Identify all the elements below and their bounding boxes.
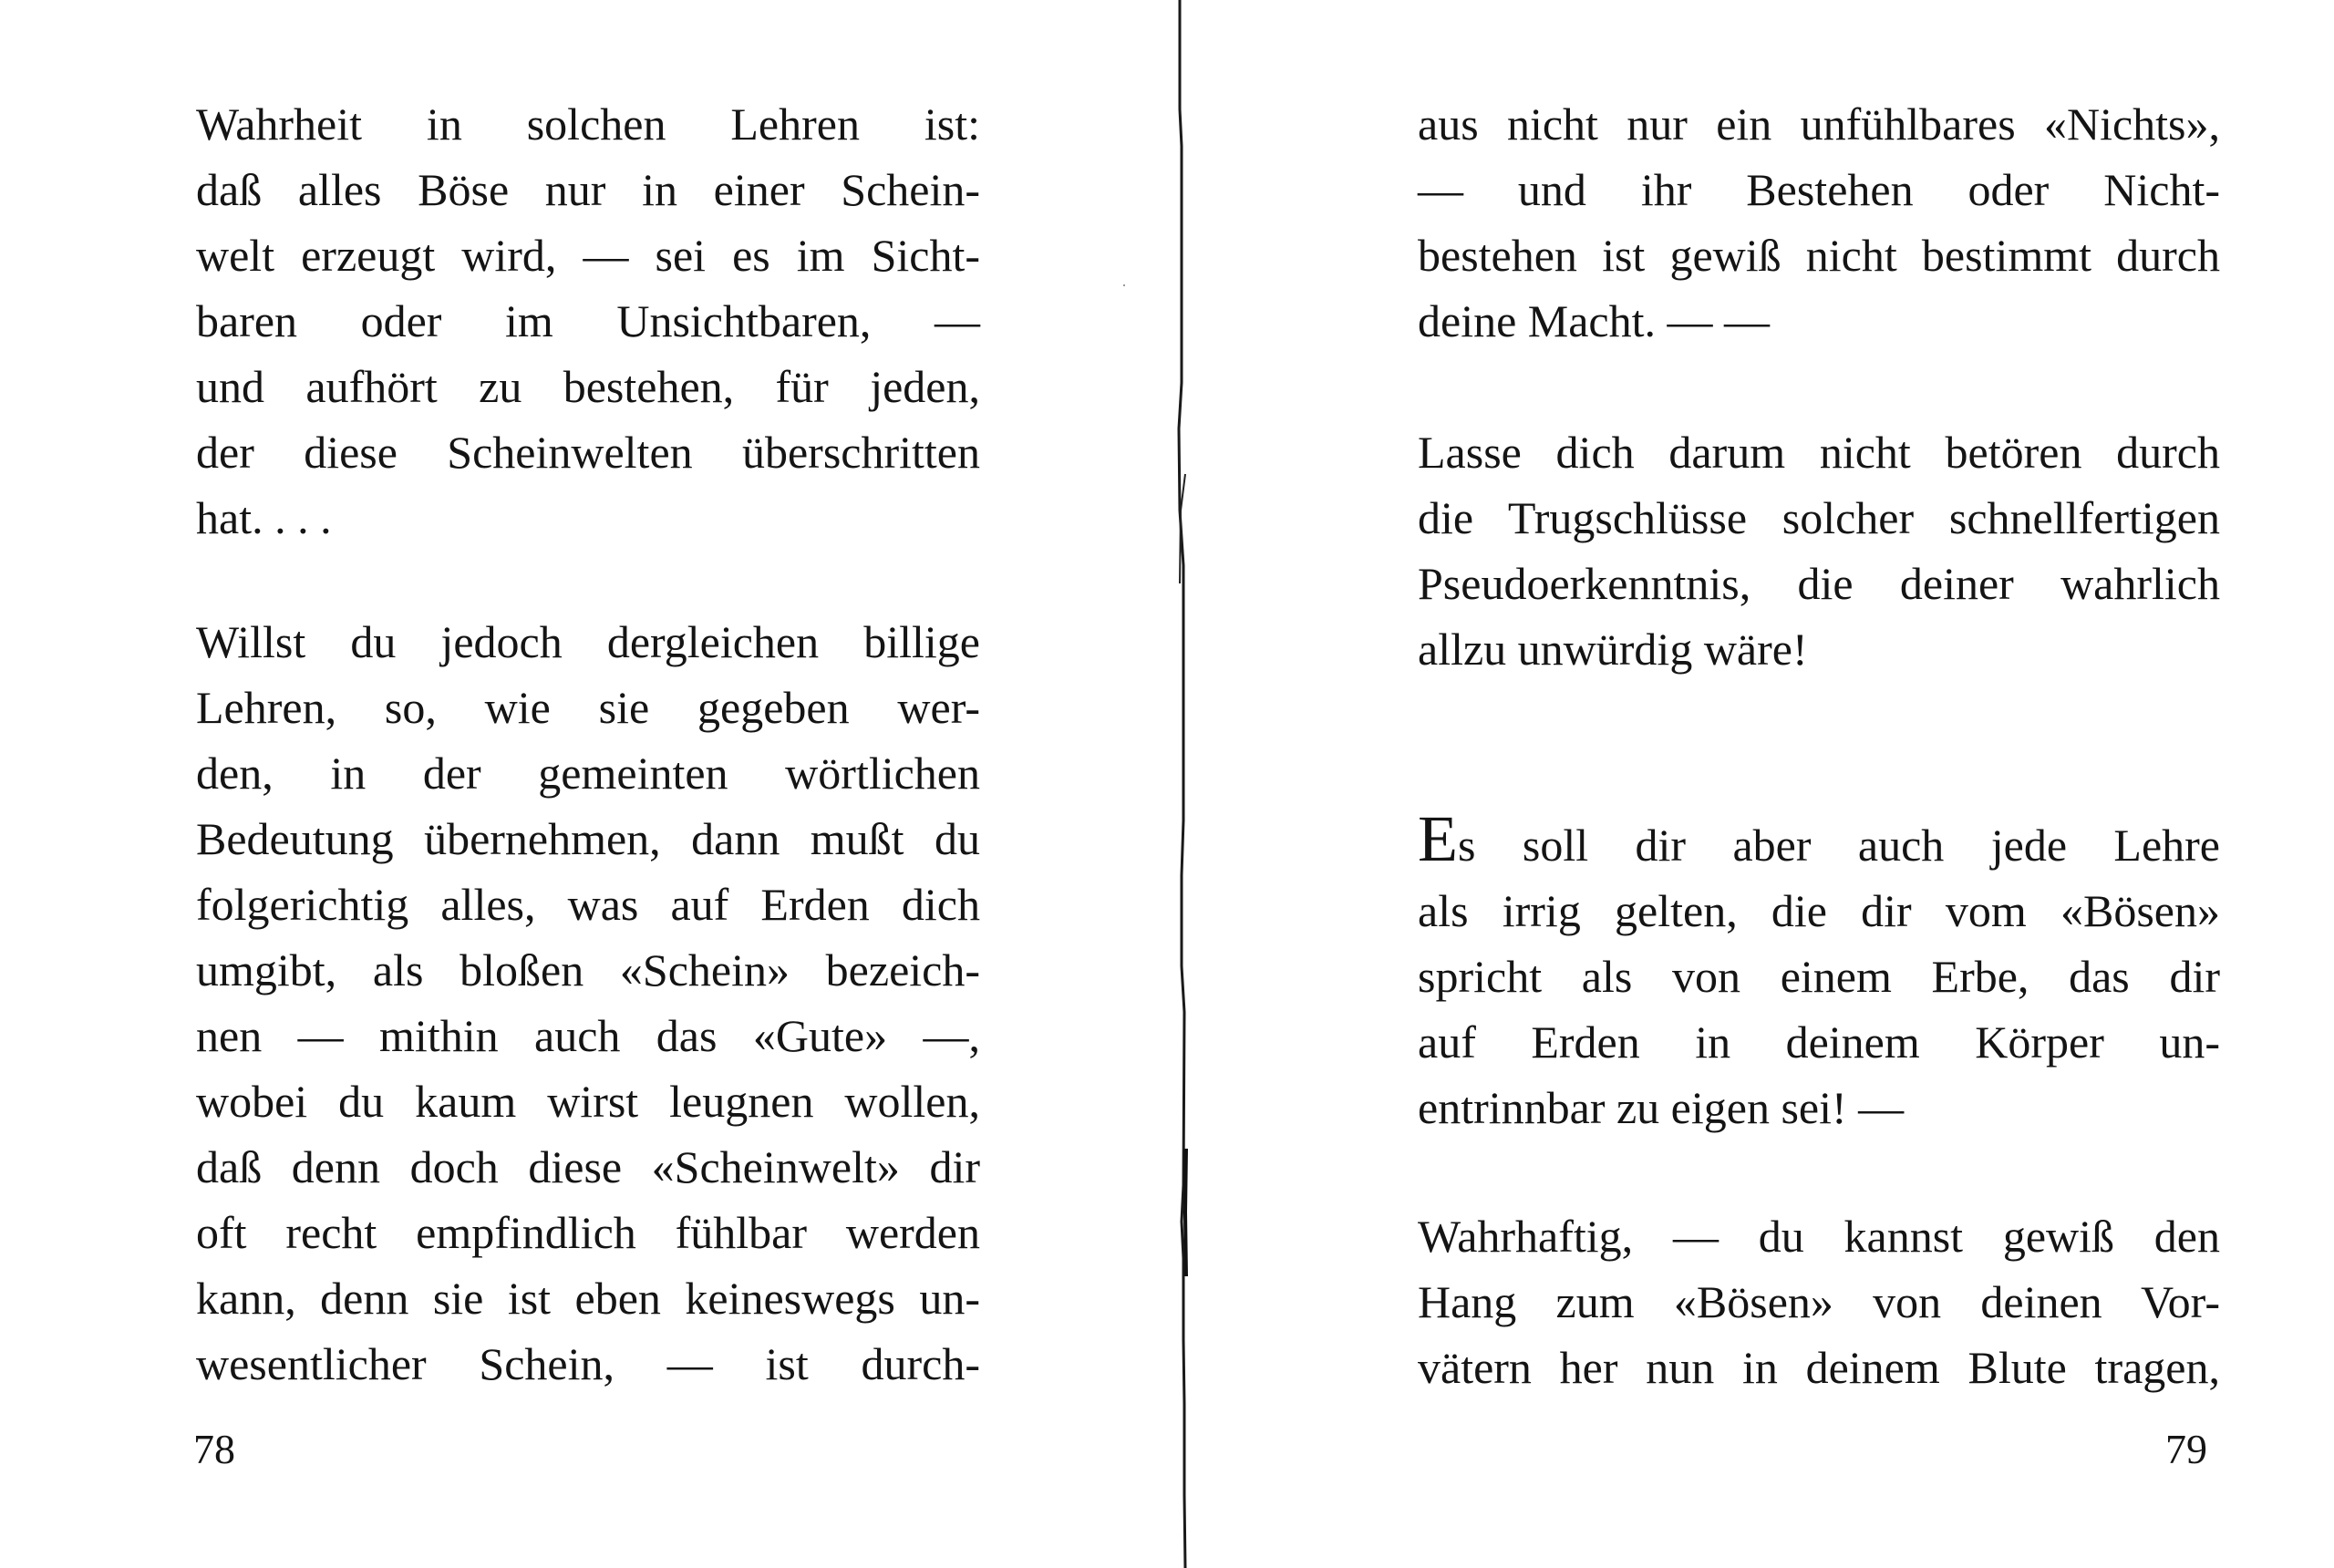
text-line: folgerichtig alles, was auf Erden dich bbox=[196, 879, 980, 930]
text-line: aus nicht nur ein unfühlbares «Nichts», bbox=[1418, 98, 2220, 150]
text-line: Bedeutung übernehmen, dann mußt du bbox=[196, 813, 980, 864]
text-line: Willst du jedoch dergleichen billige bbox=[196, 616, 980, 667]
left-paragraph-1 bbox=[196, 91, 980, 551]
text-line: Hang zum «Bösen» von deinen Vor- bbox=[1418, 1276, 2220, 1327]
text-line-rest: s soll dir aber auch jede Lehre bbox=[1457, 820, 2220, 871]
text-line: Lasse dich darum nicht betören durch bbox=[1418, 427, 2220, 478]
text-line: entrinnbar zu eigen sei! — bbox=[1418, 1082, 1905, 1133]
paper-speck bbox=[1123, 284, 1125, 286]
text-line: als irrig gelten, die dir vom «Bösen» bbox=[1418, 885, 2220, 936]
text-line: deine Macht. — — bbox=[1418, 295, 1771, 346]
text-line: baren oder im Unsichtbaren, — bbox=[196, 295, 980, 346]
text-line: die Trugschlüsse solcher schnellfertigen bbox=[1418, 492, 2220, 543]
text-line: Lehren, so, wie sie gegeben wer- bbox=[196, 682, 980, 733]
right-paragraph-4 bbox=[1418, 1203, 2220, 1400]
text-line: kann, denn sie ist eben keineswegs un- bbox=[196, 1273, 980, 1324]
text-line: allzu unwürdig wäre! bbox=[1418, 624, 1808, 675]
page-number-right: 79 bbox=[2165, 1426, 2207, 1472]
text-line: und aufhört zu bestehen, für jeden, bbox=[196, 361, 980, 412]
text-line: daß alles Böse nur in einer Schein- bbox=[196, 164, 980, 215]
text-line: wobei du kaum wirst leugnen wollen, bbox=[196, 1076, 980, 1127]
right-paragraph-3 bbox=[1418, 802, 2220, 1140]
text-line: Wahrheit in solchen Lehren ist: bbox=[196, 98, 980, 150]
text-line: Wahrhaftig, — du kannst gewiß den bbox=[1418, 1211, 2220, 1262]
text-line: Pseudoerkenntnis, die deiner wahrlich bbox=[1418, 558, 2220, 609]
text-line: daß denn doch diese «Scheinwelt» dir bbox=[196, 1141, 980, 1192]
gutter-line bbox=[1176, 0, 1194, 1568]
text-line: vätern her nun in deinem Blute tragen, bbox=[1418, 1342, 2220, 1393]
right-paragraph-1 bbox=[1418, 91, 2220, 354]
text-line: der diese Scheinwelten überschritten bbox=[196, 427, 980, 478]
text-line: — und ihr Bestehen oder Nicht- bbox=[1418, 164, 2220, 215]
text-line: bestehen ist gewiß nicht bestimmt durch bbox=[1418, 230, 2220, 281]
text-line: wesentlicher Schein, — ist durch- bbox=[196, 1338, 980, 1389]
text-line: oft recht empfindlich fühlbar werden bbox=[196, 1207, 980, 1258]
text-line: welt erzeugt wird, — sei es im Sicht- bbox=[196, 230, 980, 281]
binding-gutter bbox=[1176, 0, 1194, 1568]
text-line: spricht als von einem Erbe, das dir bbox=[1418, 951, 2220, 1002]
page-number-left: 78 bbox=[193, 1426, 235, 1472]
text-line-with-dropcap bbox=[1418, 802, 2220, 878]
text-line: hat. . . . bbox=[196, 492, 332, 543]
left-paragraph-2 bbox=[196, 609, 980, 1397]
text-line: nen — mithin auch das «Gute» —, bbox=[196, 1010, 980, 1061]
dropcap-letter: E bbox=[1418, 802, 1458, 875]
right-page bbox=[1194, 0, 2334, 1568]
text-line: den, in der gemeinten wörtlichen bbox=[196, 748, 980, 799]
right-paragraph-2 bbox=[1418, 419, 2220, 682]
text-line: auf Erden in deinem Körper un- bbox=[1418, 1016, 2220, 1068]
text-line: umgibt, als bloßen «Schein» bezeich- bbox=[196, 944, 980, 995]
